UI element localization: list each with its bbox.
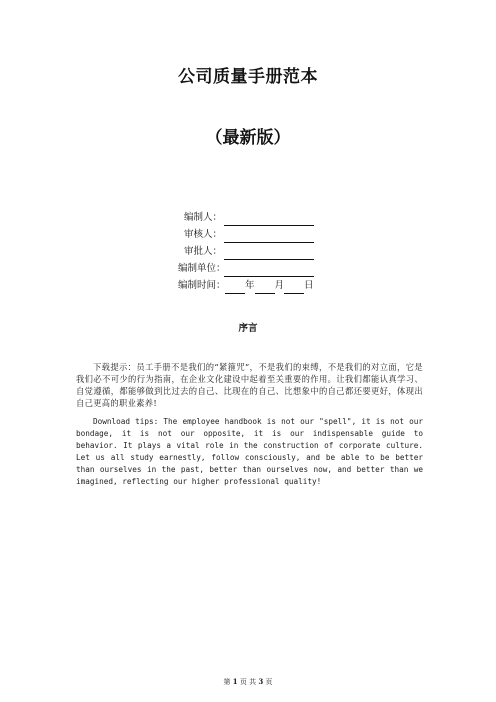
footer-middle: 页 共 xyxy=(239,678,257,686)
approver-label: 审批人： xyxy=(183,246,222,257)
unit-blank[interactable] xyxy=(224,264,314,277)
editor-field xyxy=(178,209,314,226)
reviewer-field xyxy=(178,226,314,243)
preface-paragraph-chinese: 下载提示：员工手册不是我们的“紧箍咒”，不是我们的束缚，不是我们的对立面，它是我们必不可少的行为指南，在企业文化建设中起着至关重要的作用。让我们都能认真学习、自觉遵循，都能够做到比过去的自己、比现在的自己、比想象中的自己都还要更好，体现出自己更高的职业素养! xyxy=(76,362,423,408)
approver-blank[interactable] xyxy=(224,247,314,260)
editor-blank[interactable] xyxy=(224,213,314,226)
reviewer-blank[interactable] xyxy=(224,230,314,243)
month-blank[interactable] xyxy=(255,281,275,294)
footer-prefix: 第 xyxy=(223,678,231,686)
month-label: 月 xyxy=(274,280,285,291)
editor-label: 编制人： xyxy=(183,212,222,223)
preface-heading: 序言 xyxy=(238,323,258,334)
footer-total-pages: 3 xyxy=(258,677,264,686)
page-footer xyxy=(0,677,496,687)
date-label: 编制时间： xyxy=(178,280,226,291)
unit-label: 编制单位： xyxy=(178,263,226,274)
reviewer-label: 审核人： xyxy=(183,229,222,240)
day-label: 日 xyxy=(304,280,314,291)
document-title: 公司质量手册范本 xyxy=(178,67,318,87)
year-blank[interactable] xyxy=(225,281,245,294)
footer-suffix: 页 xyxy=(265,678,273,686)
year-label: 年 xyxy=(245,280,255,291)
document-subtitle: （最新版） xyxy=(205,128,291,148)
footer-page-number: 1 xyxy=(232,677,238,686)
preface-paragraph-english: Download tips: The employee handbook is not our "spell", it is not our bondage, it is not our opposite, it is our indispensable guide to behavior. It plays a vital role in the construction of corporate culture. Let us all study earnestly, follow consciously, and be able to be better than ourselves in the past, better than ourselves now, and better than we imagined, reflecting our higher professional quality! xyxy=(76,417,423,486)
date-field xyxy=(178,277,314,294)
signature-fields xyxy=(178,209,314,294)
approver-field xyxy=(178,243,314,260)
unit-field xyxy=(178,260,314,277)
day-blank[interactable] xyxy=(284,281,304,294)
